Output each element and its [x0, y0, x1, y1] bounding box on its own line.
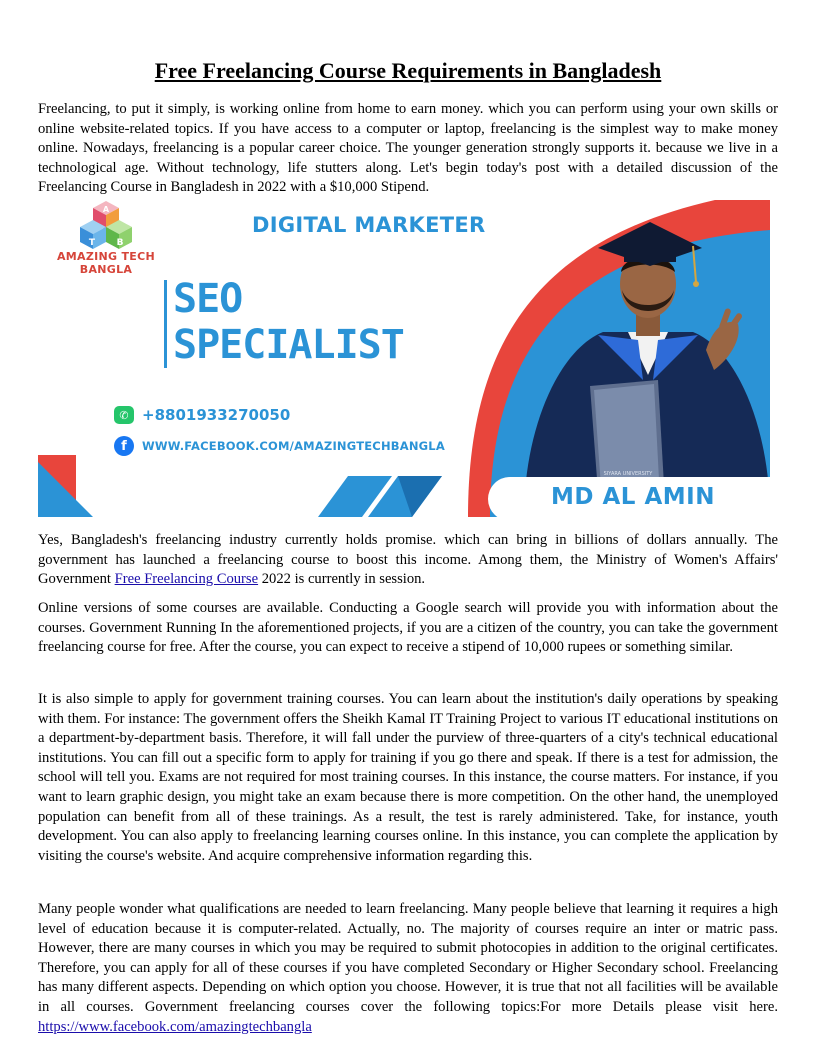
- phone-number: +8801933270050: [142, 406, 291, 424]
- paragraph-apply: It is also simple to apply for government training courses. You can learn about the institution's daily operations by speaking with them. For instance: The government offers the Sheikh Kamal IT Training Project to various IT educational institutions on a department-by-department basis. Therefore, it will fall under the purview of three-quarters of a city's technical educational institutions. You can fill out a specific form to apply for training if you go there and speak. If there is a test for admission, the school will tell you. Exams are not required for most training courses. In this instance, the course matters. For instance, if you want to learn graphic design, you might take an exam because there is more competition. On the other hand, the unemployed population can benefit from all of these trainings. As a result, the test is rarely administered. Take, for instance, youth development. You can also apply to freelancing learning courses online. In this instance, you can complete the application by visiting the course's website. And acquire comprehensive information regarding this.: [38, 691, 778, 864]
- brand-logo: [56, 206, 156, 276]
- promo-banner: [38, 200, 770, 517]
- paragraph-online-courses: Online versions of some courses are available. Conducting a Google search will provide you with information about the courses. Government Running In the aforementioned projects, if you are a citizen of the country, you can take the government freelancing course for free. After the course, you can expect to receive a stipend of 10,000 rupees or something similar.: [38, 600, 778, 656]
- paragraph-qualifications: [38, 900, 778, 1037]
- role-line-1: SEO: [173, 276, 243, 322]
- logo-text-line-2: BANGLA: [79, 263, 133, 276]
- facebook-contact: [114, 436, 445, 456]
- paragraph-2-text: Yes, Bangladesh's freelancing industry currently holds promise. which can bring in billions of dollars annually. The government has launched a freelancing course to boost this income. Among them, the Ministry of Women's Affairs' Government: [38, 532, 778, 588]
- book-label: SIYARA UNIVERSITY: [603, 471, 653, 477]
- logo-letter-t: T: [88, 238, 96, 248]
- facebook-url: WWW.FACEBOOK.COM/AMAZINGTECHBANGLA: [142, 439, 445, 453]
- phone-contact: [114, 406, 290, 424]
- intro-paragraph: Freelancing, to put it simply, is working online from home to earn money. which you can perform using your own skills or online website-related topics. If you have access to a computer or laptop, freelancing is the simplest way to make money online. Nowadays, freelancing is a popular career choice. The younger generation strongly supports it. because we live in a technological age. Without technology, life stutters along. Let's begin today's post with a detailed discussion of the Freelancing Course in Bangladesh in 2022 with a $10,000 Stipend.: [38, 101, 778, 196]
- facebook-icon: f: [114, 436, 134, 456]
- facebook-page-link[interactable]: https://www.facebook.com/amazingtechbangla: [38, 1018, 312, 1035]
- logo-letter-b: B: [116, 238, 124, 248]
- role-title: [173, 276, 404, 368]
- page-title: Free Freelancing Course Requirements in Bangladesh: [154, 58, 662, 83]
- paragraph-2-tail: 2022 is currently in session.: [258, 571, 426, 588]
- accent-divider: [164, 280, 167, 368]
- paragraph-5-text: Many people wonder what qualifications are needed to learn freelancing. Many people believe that learning it requires a high level of education because it is computer-related. Actually, no. The majority of courses require an inter or matric pass. However, there are many courses in which you may be required to submit photocopies in addition to the original certificates. Therefore, you can apply for all of these courses if you have completed Secondary or Higher Secondary school. Freelancing has many different aspects. Depending on which option you choose. However, it is true that not all facilities will be available in all courses. Government freelancing courses cover the following topics:For more Details please visit here.: [38, 901, 778, 1015]
- logo-letter-a: A: [102, 205, 110, 214]
- whatsapp-icon: ✆: [114, 406, 134, 424]
- person-name: MD AL AMIN: [551, 484, 715, 510]
- logo-text-line-1: AMAZING TECH: [56, 250, 155, 263]
- role-line-2: SPECIALIST: [173, 322, 404, 368]
- free-freelancing-course-link[interactable]: Free Freelancing Course: [114, 571, 259, 588]
- paragraph-industry: [38, 531, 778, 590]
- banner-headline: DIGITAL MARKETER: [252, 213, 486, 237]
